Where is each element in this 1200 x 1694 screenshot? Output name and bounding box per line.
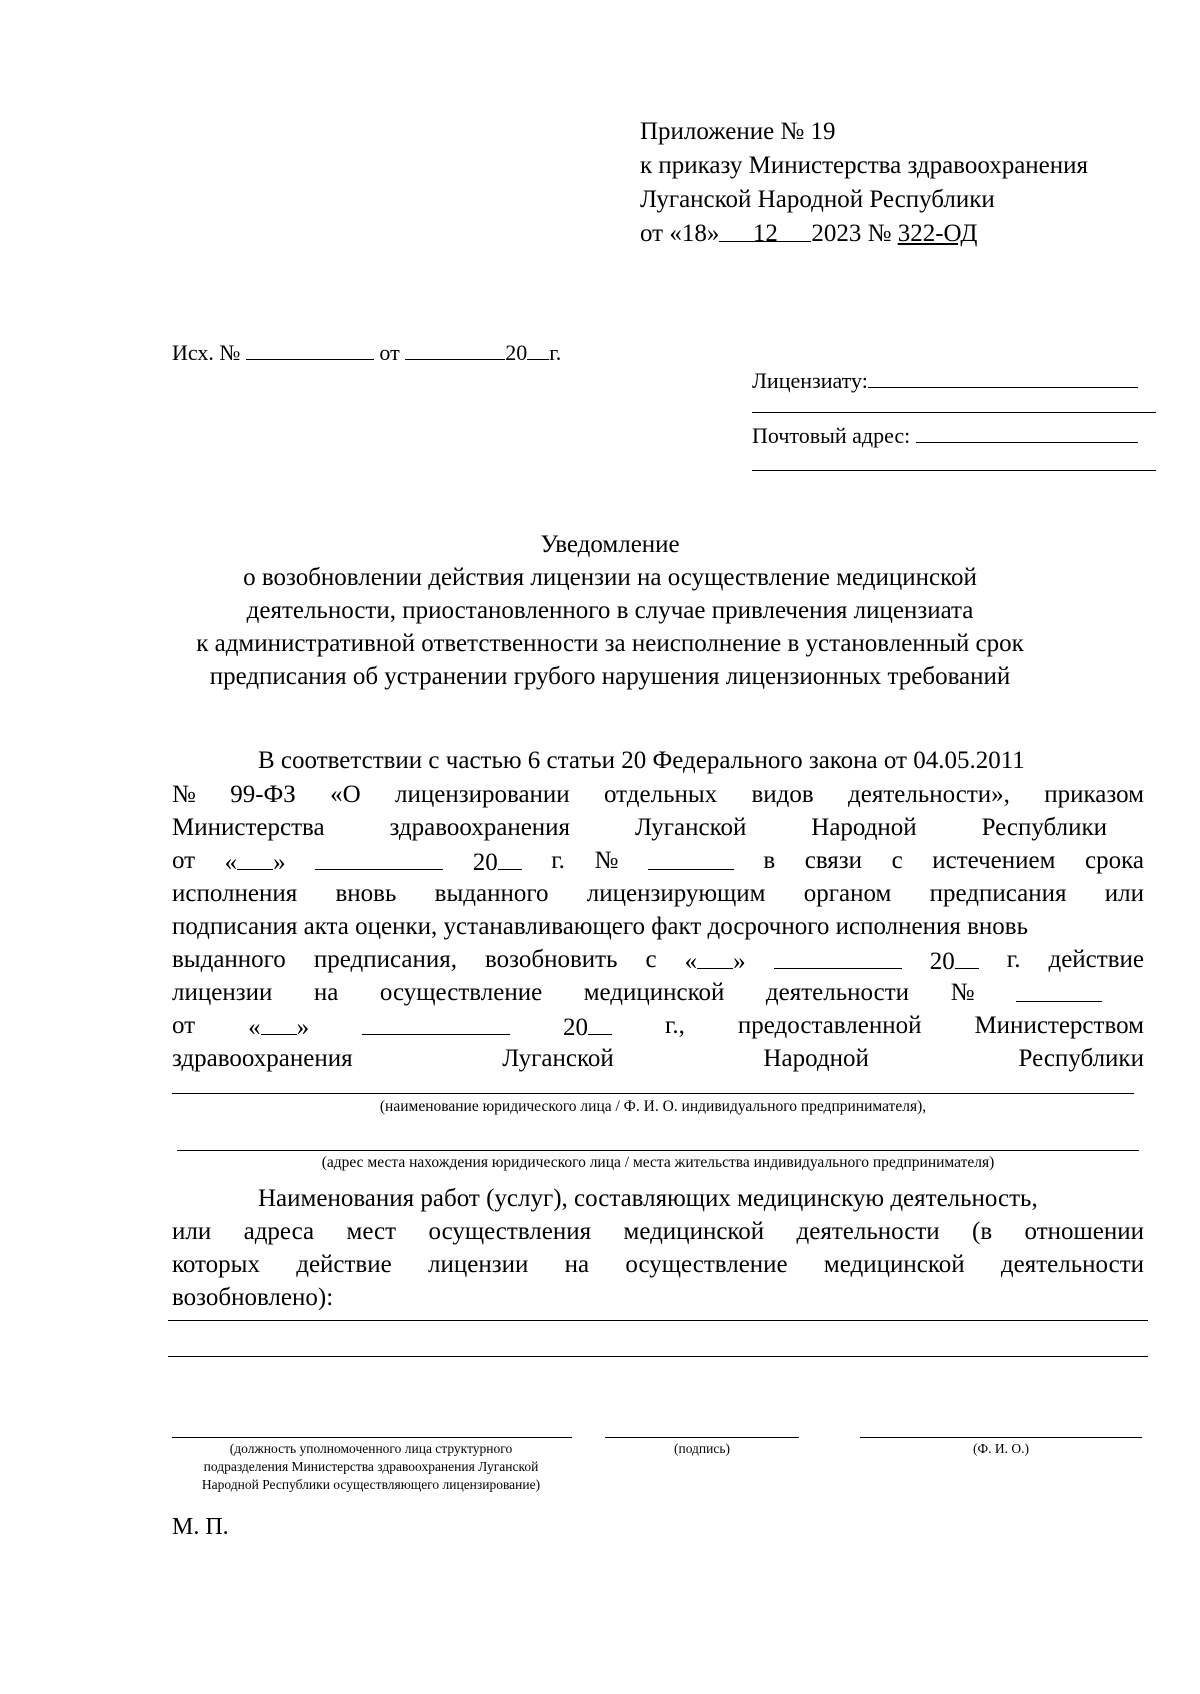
order-day-field[interactable] <box>237 845 273 870</box>
body-word: лицензирующим <box>586 880 766 907</box>
body-word: 99-ФЗ <box>230 781 296 808</box>
entity-address-caption: (адрес места нахождения юридического лица / места жительства индивидуального предпринимателя) <box>321 1154 995 1171</box>
body-word: Народной <box>811 814 917 841</box>
body-word: предоставленной <box>737 1012 922 1039</box>
signature-caption: (подпись) <box>673 1441 731 1456</box>
legal-entity-caption: (наименование юридического лица / Ф. И. О. индивидуального предпринимателя), <box>379 1098 927 1115</box>
body-word: лицензировании <box>395 781 570 808</box>
body-word: г. <box>551 847 565 874</box>
notice-title-line3: деятельности, приостановленного в случае привлечения лицензиата <box>246 597 974 624</box>
body-word: Луганской <box>634 814 747 841</box>
body-line-10 <box>172 1043 1144 1075</box>
order-day-group <box>225 845 286 879</box>
body-word: срока <box>1084 847 1144 874</box>
body-word: от <box>172 847 196 874</box>
outgoing-date-field[interactable] <box>405 335 505 360</box>
notice-title <box>150 528 1070 693</box>
outgoing-year-prefix: 20 <box>505 340 528 365</box>
body-word: на <box>313 979 339 1006</box>
body-line-5 <box>172 878 1144 910</box>
body-word: лицензии <box>172 979 273 1006</box>
license-month-field[interactable] <box>362 1010 510 1035</box>
body-word: Народной <box>763 1045 869 1072</box>
body-word: предписания, <box>313 946 457 973</box>
body-line-6: подписания акта оценки, устанавливающего факт досрочного исполнения вновь <box>172 913 1028 940</box>
body-word: № <box>172 781 196 808</box>
quote-open: « <box>224 849 238 876</box>
body-line-8 <box>172 977 1102 1009</box>
resume-day-group <box>685 944 746 978</box>
body-word: «О <box>330 781 361 808</box>
appendix-order-line: к приказу Министерства здравоохранения <box>640 152 1089 179</box>
outgoing-num-label: Исх. № <box>172 340 241 365</box>
quote-open: « <box>248 1014 261 1041</box>
quote-close: » <box>296 1014 310 1041</box>
order-date-prefix: от «18» <box>640 220 720 247</box>
order-month: 12 <box>719 217 811 242</box>
body-word: в <box>763 847 776 874</box>
body-line-9 <box>172 1010 1144 1044</box>
body-word: № <box>950 979 975 1006</box>
order-year-field[interactable] <box>498 845 522 870</box>
body-word: Республики <box>1018 1045 1144 1072</box>
body-word: возобновить <box>485 946 618 973</box>
body-word: вновь <box>335 880 397 907</box>
body-word: предписания <box>929 880 1067 907</box>
body-word: осуществление <box>379 979 543 1006</box>
body-word: выданного <box>434 880 549 907</box>
appendix-date-line <box>640 217 977 251</box>
body-word: отдельных <box>604 781 718 808</box>
body-word: исполнения <box>172 880 298 907</box>
body-word: деятельности», <box>848 781 1010 808</box>
body-word: г., <box>664 1012 685 1039</box>
outgoing-year-suffix: г. <box>549 340 562 365</box>
body-line-3 <box>172 812 1107 844</box>
fio-field[interactable] <box>860 1437 1142 1438</box>
year-prefix: 20 <box>563 1014 589 1041</box>
order-month-field[interactable] <box>315 845 443 870</box>
position-caption: (должность уполномоченного лица структурного подразделения Министерства здравоохранения Луганской Народной Республики осуществляющего лицензирование) <box>201 1441 541 1492</box>
resume-year-group <box>930 944 979 978</box>
outgoing-number-field[interactable] <box>246 335 374 360</box>
signature-field[interactable] <box>605 1437 799 1438</box>
body-word: от <box>172 1012 196 1039</box>
body-word: г. <box>1006 946 1021 973</box>
body-line-4 <box>172 845 1144 879</box>
body-word: деятельности <box>765 979 910 1006</box>
license-year-field[interactable] <box>588 1010 612 1035</box>
order-year: 2023 № <box>811 220 892 247</box>
postal-address-field[interactable] <box>916 418 1138 443</box>
body-word: здравоохранения <box>172 1045 353 1072</box>
body-word: выданного <box>172 946 286 973</box>
body-word: действие <box>1048 946 1144 973</box>
resume-day-field[interactable] <box>697 944 733 969</box>
works-line-1: Наименования работ (услуг), составляющих медицинскую деятельность, <box>258 1185 1038 1212</box>
works-line-4: возобновлено): <box>172 1284 334 1311</box>
body-word: Министерством <box>974 1012 1144 1039</box>
order-number-field[interactable] <box>648 845 734 870</box>
year-prefix: 20 <box>472 849 498 876</box>
license-year-group <box>563 1010 612 1044</box>
body-word: медицинской <box>583 979 725 1006</box>
notice-title-line5: предписания об устранении грубого нарушения лицензионных требований <box>209 663 1011 690</box>
license-day-field[interactable] <box>261 1010 297 1035</box>
body-line-1: В соответствии с частью 6 статьи 20 Федерального закона от 04.05.2011 <box>258 747 1025 774</box>
licensee-field-line2[interactable] <box>752 412 1156 413</box>
postal-address-label: Почтовый адрес: <box>752 423 911 448</box>
license-day-group <box>248 1010 309 1044</box>
licensee-label: Лицензиату: <box>752 368 868 393</box>
body-word: № <box>594 847 619 874</box>
outgoing-year-field[interactable] <box>527 335 549 360</box>
body-word: или <box>1104 880 1144 907</box>
year-prefix: 20 <box>929 948 955 975</box>
appendix-republic-line: Луганской Народной Республики <box>640 186 995 213</box>
quote-close: » <box>273 849 286 876</box>
licensee-line <box>752 363 1138 396</box>
entity-address-field[interactable] <box>177 1150 1139 1151</box>
body-word: органом <box>803 880 892 907</box>
body-word: Луганской <box>502 1045 614 1072</box>
body-word: с <box>891 847 903 874</box>
order-number: 322-ОД <box>897 220 978 247</box>
body-line-2 <box>172 779 1144 811</box>
legal-entity-field[interactable] <box>172 1093 1134 1094</box>
resume-month-field[interactable] <box>774 944 902 969</box>
body-word: Республики <box>981 814 1107 841</box>
body-word: видов <box>751 781 814 808</box>
fio-caption: (Ф. И. О.) <box>972 1441 1030 1456</box>
body-word: Министерства <box>172 814 325 841</box>
body-word: здравоохранения <box>389 814 571 841</box>
works-field-line2[interactable] <box>168 1356 1148 1357</box>
stamp-place-label: М. П. <box>172 1514 229 1540</box>
body-word: связи <box>804 847 863 874</box>
body-word: истечением <box>932 847 1056 874</box>
body-word: с <box>645 946 657 973</box>
outgoing-date-label: от <box>379 340 400 365</box>
body-line-7 <box>172 944 1144 978</box>
licensee-field[interactable] <box>868 363 1138 388</box>
order-year-group <box>473 845 522 879</box>
postal-address-line <box>752 418 1138 451</box>
notice-title-line4: к административной ответственности за неисполнение в установленный срок <box>196 630 1024 657</box>
works-line-2: или адреса мест осуществления медицинской деятельности (в отношении <box>172 1218 1144 1245</box>
resume-year-field[interactable] <box>955 944 979 969</box>
quote-open: « <box>684 948 698 975</box>
quote-close: » <box>733 948 746 975</box>
works-line-3: которых действие лицензии на осуществление медицинской деятельности <box>172 1251 1144 1278</box>
license-number-field[interactable] <box>1016 977 1102 1002</box>
body-word: приказом <box>1044 781 1144 808</box>
position-field[interactable] <box>172 1437 572 1438</box>
postal-address-field-line2[interactable] <box>752 470 1156 471</box>
notice-title-line1: Уведомление <box>540 531 680 558</box>
works-field-line1[interactable] <box>168 1320 1148 1321</box>
notice-title-line2: о возобновлении действия лицензии на осуществление медицинской <box>243 564 977 591</box>
appendix-title: Приложение № 19 <box>640 118 836 145</box>
outgoing-number-line <box>172 335 561 368</box>
